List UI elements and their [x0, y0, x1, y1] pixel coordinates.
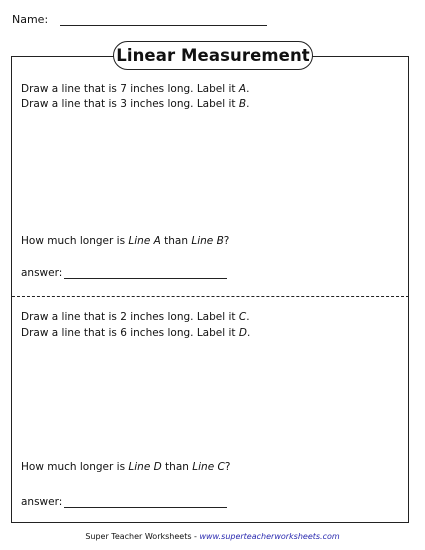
worksheet-title-text: Linear Measurement [116, 46, 310, 65]
question-2 [21, 461, 230, 474]
instruction-a-text: Draw a line that is 7 inches long. Label it [21, 83, 239, 95]
question-1-middle: than [160, 235, 192, 247]
instruction-a-period: . [246, 83, 250, 95]
answer-2-label: answer: [21, 496, 63, 508]
instruction-line-b [21, 98, 249, 111]
question-2-middle: than [161, 461, 193, 473]
name-field[interactable] [60, 25, 267, 26]
instruction-c-period: . [246, 311, 250, 323]
section-divider [12, 296, 409, 297]
instruction-line-a [21, 83, 249, 96]
question-1 [21, 235, 229, 248]
question-2-line-d: Line D [128, 461, 162, 473]
instruction-c-label: C [238, 311, 247, 323]
instruction-d-label: D [238, 327, 247, 339]
answer-1-label: answer: [21, 267, 63, 279]
answer-1-field[interactable] [64, 278, 227, 279]
footer [0, 532, 425, 541]
footer-brand: Super Teacher Worksheets - [85, 532, 200, 541]
question-2-prefix: How much longer is [21, 461, 129, 473]
worksheet-frame [11, 56, 409, 523]
instruction-b-label: B [238, 98, 247, 110]
name-label: Name: [12, 13, 49, 26]
question-1-line-a: Line A [128, 235, 161, 247]
footer-site-link[interactable]: www.superteacherworksheets.com [199, 532, 340, 541]
instruction-d-period: . [246, 327, 251, 339]
question-1-line-b: Line B [191, 235, 224, 247]
question-1-mark: ? [223, 235, 230, 247]
instruction-a-label: A [238, 83, 247, 95]
question-2-line-c: Line C [192, 461, 225, 473]
instruction-line-c [21, 311, 250, 324]
worksheet-title [113, 41, 313, 70]
question-2-mark: ? [224, 461, 231, 473]
instruction-b-text: Draw a line that is 3 inches long. Label it [21, 98, 239, 110]
instruction-d-text: Draw a line that is 6 inches long. Label it [21, 327, 239, 339]
answer-2-field[interactable] [64, 507, 227, 508]
instruction-line-d [21, 327, 250, 340]
instruction-b-period: . [246, 98, 250, 110]
instruction-c-text: Draw a line that is 2 inches long. Label it [21, 311, 239, 323]
question-1-prefix: How much longer is [21, 235, 129, 247]
